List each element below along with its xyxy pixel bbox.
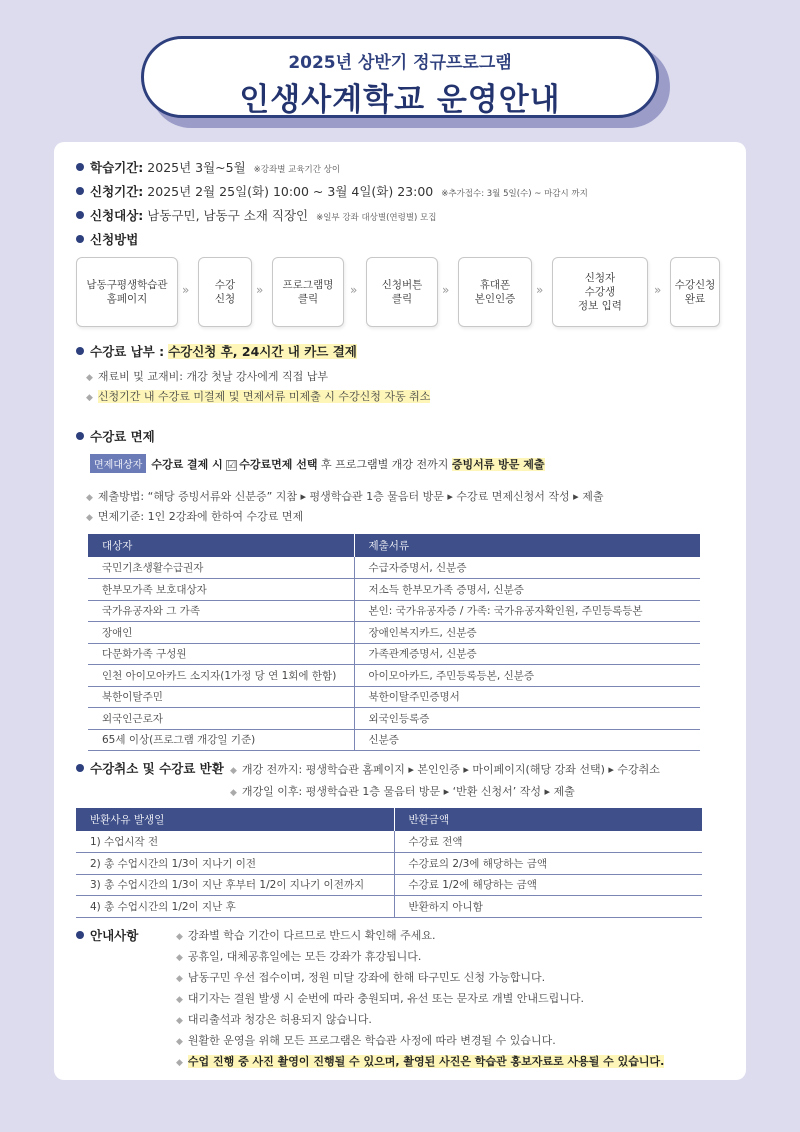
notice-item [176, 927, 436, 943]
exempt-label: 수강료 면제 [90, 429, 155, 444]
apply-period-label: 신청기간: [90, 184, 144, 199]
bullet-icon [76, 764, 84, 772]
diamond-icon: ◆ [176, 995, 183, 1005]
notice-item [176, 1011, 372, 1027]
apply-method-row [76, 230, 138, 248]
table-cell: 가족관계증명서, 신분증 [354, 643, 700, 665]
table-header-cell: 반환사유 발생일 [76, 808, 394, 831]
refund-item-1-text: 개강 전까지: 평생학습관 홈페이지 ▸ 본인인증 ▸ 마이페이지(해당 강좌 선택) ▸ 수강취소 [241, 763, 660, 776]
table-cell: 65세 이상(프로그램 개강일 기준) [88, 729, 354, 751]
table-cell: 국가유공자와 그 가족 [88, 600, 354, 622]
refund-item-2 [230, 783, 575, 799]
step-arrow-icon: » [536, 283, 544, 297]
table-cell: 다문화가족 구성원 [88, 643, 354, 665]
table-row [76, 896, 702, 918]
diamond-icon: ◆ [86, 393, 93, 403]
step-apply: 수강 신청 [198, 257, 252, 327]
table-cell: 국민기초생활수급권자 [88, 557, 354, 579]
notice-item-text: 대리출석과 청강은 허용되지 않습니다. [187, 1013, 372, 1026]
table-cell: 북한이탈주민증명서 [354, 686, 700, 708]
notice-row [76, 926, 138, 944]
exempt-item-1-text: 제출방법: “해당 증빙서류와 신분증” 지참 ▸ 평생학습관 1층 물음터 방문 ▸ 수강료 면제신청서 작성 ▸ 제출 [97, 490, 604, 503]
study-period-value: 2025년 3월~5월 [147, 160, 246, 175]
step-arrow-icon: » [350, 283, 358, 297]
step-phone-auth: 휴대폰 본인인증 [458, 257, 532, 327]
table-cell: 인천 아이모아카드 소지자(1가정 당 연 1회에 한함) [88, 665, 354, 687]
table-header-row [88, 534, 700, 557]
apply-method-label: 신청방법 [90, 232, 139, 247]
table-row [88, 708, 700, 730]
notice-item-highlight [176, 1053, 664, 1069]
apply-period-value: 2025년 2월 25일(화) 10:00 ~ 3월 4일(화) 23:00 [147, 184, 434, 199]
exempt-item-2 [86, 508, 303, 524]
table-cell: 수급자증명서, 신분증 [354, 557, 700, 579]
exempt-line-c: 후 프로그램별 개강 전까지 [320, 458, 449, 471]
table-header-cell: 대상자 [88, 534, 354, 557]
fee-label: 수강료 납부 : [90, 344, 165, 359]
bullet-icon [76, 187, 84, 195]
table-row [88, 579, 700, 601]
fee-item-1-text: 재료비 및 교재비: 개강 첫날 강사에게 직접 납부 [97, 370, 328, 383]
diamond-icon: ◆ [176, 932, 183, 942]
exempt-item-2-text: 면제기준: 1인 2강좌에 한하여 수강료 면제 [97, 510, 304, 523]
table-cell: 반환하지 아니함 [394, 896, 702, 918]
table-row [88, 665, 700, 687]
notice-item-text: 공휴일, 대체공휴일에는 모든 강좌가 휴강됩니다. [187, 950, 422, 963]
bullet-icon [76, 347, 84, 355]
refund-label: 수강취소 및 수강료 반환 [90, 761, 224, 776]
step-arrow-icon: » [654, 283, 662, 297]
table-cell: 수강료 1/2에 해당하는 금액 [394, 874, 702, 896]
bullet-icon [76, 931, 84, 939]
step-program-click: 프로그램명 클릭 [272, 257, 344, 327]
bullet-icon [76, 432, 84, 440]
table-cell: 수강료의 2/3에 해당하는 금액 [394, 853, 702, 875]
diamond-icon: ◆ [230, 766, 237, 776]
refund-item-1 [230, 761, 660, 777]
table-header-cell: 반환금액 [394, 808, 702, 831]
title-banner [141, 36, 659, 118]
diamond-icon: ◆ [86, 373, 93, 383]
diamond-icon: ◆ [86, 493, 93, 503]
refund-item-2-text: 개강일 이후: 평생학습관 1층 물음터 방문 ▸ ‘반환 신청서’ 작성 ▸ 제출 [241, 785, 575, 798]
apply-target-label: 신청대상: [90, 208, 144, 223]
fee-row [76, 342, 357, 360]
content-card [54, 142, 746, 1080]
bullet-icon [76, 163, 84, 171]
refund-table [76, 808, 702, 918]
bullet-icon [76, 211, 84, 219]
table-header-row [76, 808, 702, 831]
step-button-click: 신청버튼 클릭 [366, 257, 438, 327]
checkbox-icon: ☑ [227, 460, 237, 471]
table-cell: 아이모아카드, 주민등록등본, 신분증 [354, 665, 700, 687]
study-period-note: ※강좌별 교육기간 상이 [253, 165, 341, 175]
step-arrow-icon: » [182, 283, 190, 297]
exempt-row [76, 427, 155, 445]
table-cell: 본인: 국가유공자증 / 가족: 국가유공자확인원, 주민등록등본 [354, 600, 700, 622]
table-row [88, 600, 700, 622]
table-row [88, 686, 700, 708]
table-cell: 북한이탈주민 [88, 686, 354, 708]
notice-item [176, 948, 421, 964]
step-arrow-icon: » [256, 283, 264, 297]
exempt-instruction [90, 454, 545, 473]
notice-item-text: 남동구민 우선 접수이며, 정원 미달 강좌에 한해 타구민도 신청 가능합니다. [187, 971, 546, 984]
table-cell: 외국인근로자 [88, 708, 354, 730]
table-row [88, 729, 700, 751]
study-period-row [76, 158, 340, 176]
exempt-item-1 [86, 488, 603, 504]
notice-item-text: 대기자는 결원 발생 시 순번에 따라 충원되며, 유선 또는 문자로 개별 안내드립니다. [187, 992, 585, 1005]
fee-item-2-text: 신청기간 내 수강료 미결제 및 면제서류 미제출 시 수강신청 자동 취소 [97, 390, 431, 403]
fee-item-2 [86, 388, 430, 404]
exempt-line-d: 증빙서류 방문 제출 [451, 458, 545, 471]
exempt-line-a: 수강료 결제 시 [151, 458, 223, 471]
fee-highlight: 수강신청 후, 24시간 내 카드 결제 [168, 344, 357, 359]
table-cell: 장애인복지카드, 신분증 [354, 622, 700, 644]
table-row [76, 874, 702, 896]
notice-item [176, 1032, 556, 1048]
fee-item-1 [86, 368, 328, 384]
bullet-icon [76, 235, 84, 243]
notice-item-text: 수업 진행 중 사진 촬영이 진행될 수 있으며, 촬영된 사진은 학습관 홍보자료로 사용될 수 있습니다. [187, 1055, 665, 1068]
table-row [88, 622, 700, 644]
notice-item-text: 원활한 운영을 위해 모든 프로그램은 학습관 사정에 따라 변경될 수 있습니다. [187, 1034, 556, 1047]
step-homepage: 남동구평생학습관 홈페이지 [76, 257, 178, 327]
table-row [88, 643, 700, 665]
step-info-input: 신청자 수강생 정보 입력 [552, 257, 648, 327]
notice-item [176, 969, 545, 985]
table-cell: 2) 총 수업시간의 1/3이 지나기 이전 [76, 853, 394, 875]
page-title: 인생사계학교 운영안내 [239, 82, 561, 118]
diamond-icon: ◆ [176, 1058, 183, 1068]
notice-item [176, 990, 584, 1006]
step-complete: 수강신청 완료 [670, 257, 720, 327]
table-cell: 3) 총 수업시간의 1/3이 지난 후부터 1/2이 지나기 이전까지 [76, 874, 394, 896]
table-cell: 수강료 전액 [394, 831, 702, 853]
notice-item-text: 강좌별 학습 기간이 다르므로 반드시 확인해 주세요. [187, 929, 436, 942]
table-row [76, 831, 702, 853]
apply-period-row [76, 182, 588, 200]
exempt-target-tag: 면제대상자 [90, 454, 146, 473]
diamond-icon: ◆ [176, 953, 183, 963]
title-subtitle: 2025년 상반기 정규프로그램 [288, 53, 512, 73]
step-arrow-icon: » [442, 283, 450, 297]
apply-target-value: 남동구민, 남동구 소재 직장인 [147, 208, 309, 223]
table-cell: 외국인등록증 [354, 708, 700, 730]
table-row [88, 557, 700, 579]
diamond-icon: ◆ [176, 974, 183, 984]
refund-row [76, 759, 224, 777]
table-row [76, 853, 702, 875]
table-cell: 신분증 [354, 729, 700, 751]
apply-period-note: ※추가접수: 3월 5일(수) ~ 마감시 까지 [441, 189, 588, 199]
notice-label: 안내사항 [90, 928, 139, 943]
apply-steps [76, 257, 722, 329]
diamond-icon: ◆ [176, 1016, 183, 1026]
diamond-icon: ◆ [86, 513, 93, 523]
exempt-table [88, 534, 700, 751]
apply-target-row [76, 206, 436, 224]
table-cell: 1) 수업시작 전 [76, 831, 394, 853]
table-cell: 4) 총 수업시간의 1/2이 지난 후 [76, 896, 394, 918]
table-cell: 한부모가족 보호대상자 [88, 579, 354, 601]
table-header-cell: 제출서류 [354, 534, 700, 557]
table-cell: 장애인 [88, 622, 354, 644]
diamond-icon: ◆ [230, 788, 237, 798]
study-period-label: 학습기간: [90, 160, 144, 175]
table-cell: 저소득 한부모가족 증명서, 신분증 [354, 579, 700, 601]
exempt-line-b: 수강료면제 선택 [239, 458, 318, 471]
diamond-icon: ◆ [176, 1037, 183, 1047]
apply-target-note: ※일부 강좌 대상별(연령별) 모집 [316, 213, 437, 223]
